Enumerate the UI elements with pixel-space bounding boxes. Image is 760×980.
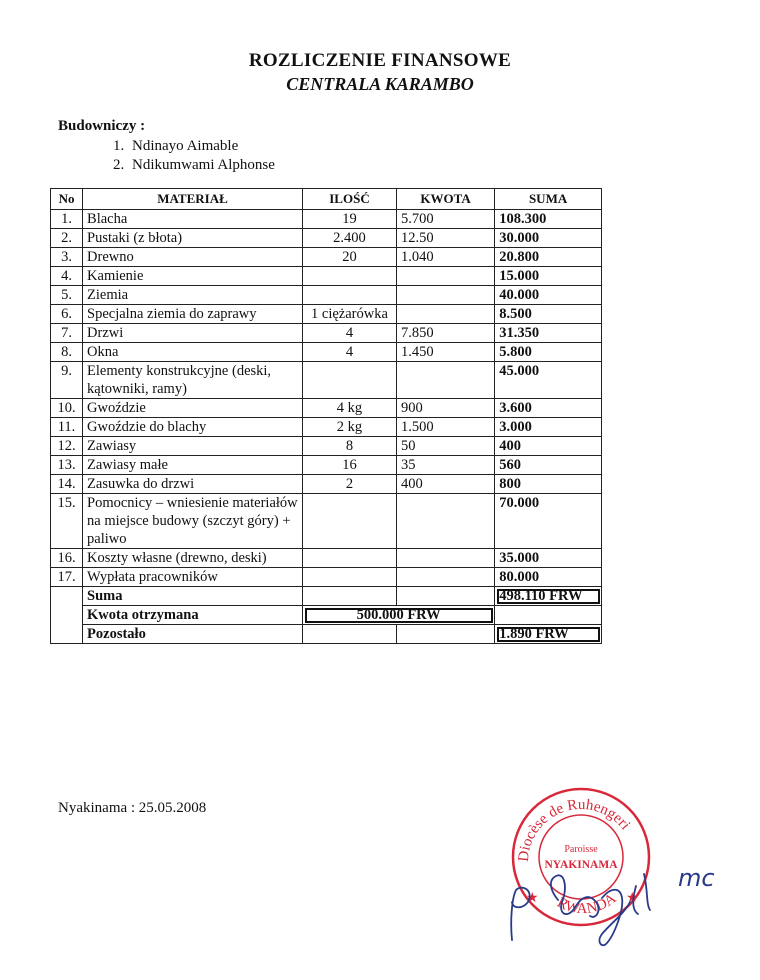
total-sum-value: 498.110 FRW [495, 587, 602, 606]
remaining-row [51, 625, 602, 644]
row-sum: 3.000 [495, 418, 602, 437]
row-quantity: 2 kg [303, 418, 397, 437]
row-number: 3. [51, 248, 83, 267]
row-sum: 800 [495, 475, 602, 494]
row-quantity [303, 286, 397, 305]
table-row [51, 305, 602, 324]
row-sum: 108.300 [495, 210, 602, 229]
document-subtitle: CENTRALA KARAMBO [286, 74, 474, 94]
row-material: Gwoździe [83, 399, 303, 418]
row-number: 11. [51, 418, 83, 437]
row-material: Drzwi [83, 324, 303, 343]
row-material: Blacha [83, 210, 303, 229]
row-amount: 35 [396, 456, 494, 475]
row-quantity: 20 [303, 248, 397, 267]
row-sum: 3.600 [495, 399, 602, 418]
row-material: Kamienie [83, 267, 303, 286]
row-amount: 1.500 [396, 418, 494, 437]
stamp-inner-main: NYAKINAMA [544, 859, 618, 871]
totals-blank-cell [51, 587, 83, 644]
row-quantity [303, 267, 397, 286]
row-number: 10. [51, 399, 83, 418]
row-sum: 20.800 [495, 248, 602, 267]
header-amount: KWOTA [396, 189, 494, 210]
empty-cell [303, 587, 397, 606]
row-number: 14. [51, 475, 83, 494]
stamp-inner-top: Paroisse [564, 844, 598, 855]
received-label: Kwota otrzymana [83, 606, 303, 625]
header-no: No [51, 189, 83, 210]
table-row [51, 229, 602, 248]
row-amount: 7.850 [396, 324, 494, 343]
table-row [51, 399, 602, 418]
row-material: Elementy konstrukcyjne (deski, kątowniki, ramy) [83, 362, 303, 399]
materials-table [50, 188, 602, 644]
table-row [51, 210, 602, 229]
builder-name: 2. Ndikumwami Alphonse [128, 156, 275, 175]
row-sum: 40.000 [495, 286, 602, 305]
table-row [51, 267, 602, 286]
row-material: Pustaki (z błota) [83, 229, 303, 248]
row-sum: 70.000 [495, 494, 602, 549]
header-sum: SUMA [495, 189, 602, 210]
row-sum: 30.000 [495, 229, 602, 248]
table-row [51, 324, 602, 343]
row-quantity: 4 [303, 343, 397, 362]
row-amount: 900 [396, 399, 494, 418]
row-quantity: 4 kg [303, 399, 397, 418]
row-sum: 5.800 [495, 343, 602, 362]
row-number: 16. [51, 549, 83, 568]
row-material: Specjalna ziemia do zaprawy [83, 305, 303, 324]
remaining-value: 1.890 FRW [495, 625, 602, 644]
row-quantity [303, 549, 397, 568]
row-sum: 45.000 [495, 362, 602, 399]
row-quantity [303, 568, 397, 587]
table-row [51, 568, 602, 587]
received-row [51, 606, 602, 625]
row-sum: 31.350 [495, 324, 602, 343]
row-quantity [303, 494, 397, 549]
table-row [51, 456, 602, 475]
row-amount: 12.50 [396, 229, 494, 248]
row-amount: 1.450 [396, 343, 494, 362]
star-icon: ★ [626, 891, 639, 906]
row-quantity: 2 [303, 475, 397, 494]
row-number: 15. [51, 494, 83, 549]
row-number: 6. [51, 305, 83, 324]
row-material: Gwoździe do blachy [83, 418, 303, 437]
header-quantity: ILOŚĆ [303, 189, 397, 210]
row-amount [396, 568, 494, 587]
row-quantity: 8 [303, 437, 397, 456]
row-amount: 1.040 [396, 248, 494, 267]
header-material: MATERIAŁ [83, 189, 303, 210]
row-amount: 50 [396, 437, 494, 456]
stamp-outer-text: Diocèse de Ruhengeri [515, 796, 634, 863]
row-number: 5. [51, 286, 83, 305]
received-value: 500.000 FRW [303, 606, 495, 625]
table-row [51, 343, 602, 362]
empty-cell [495, 606, 602, 625]
row-material: Zawiasy małe [83, 456, 303, 475]
row-number: 8. [51, 343, 83, 362]
row-number: 13. [51, 456, 83, 475]
row-material: Okna [83, 343, 303, 362]
row-quantity: 16 [303, 456, 397, 475]
table-row [51, 286, 602, 305]
row-material: Wypłata pracowników [83, 568, 303, 587]
row-material: Drewno [83, 248, 303, 267]
row-sum: 400 [495, 437, 602, 456]
total-sum-row [51, 587, 602, 606]
table-row [51, 418, 602, 437]
row-sum: 80.000 [495, 568, 602, 587]
builders-label: Budowniczy : [58, 118, 146, 134]
row-number: 1. [51, 210, 83, 229]
document-title: ROZLICZENIE FINANSOWE [248, 50, 512, 71]
table-header-row [51, 189, 602, 210]
total-sum-label: Suma [83, 587, 303, 606]
row-quantity: 2.400 [303, 229, 397, 248]
row-material: Pomocnicy – wniesienie materiałów na miejsce budowy (szczyt góry) + paliwo [83, 494, 303, 549]
row-amount: 5.700 [396, 210, 494, 229]
row-quantity [303, 362, 397, 399]
table-row [51, 549, 602, 568]
row-number: 17. [51, 568, 83, 587]
signature-initials: mc [678, 864, 715, 892]
row-amount [396, 549, 494, 568]
empty-cell [303, 625, 397, 644]
empty-cell [396, 625, 494, 644]
row-number: 2. [51, 229, 83, 248]
table-row [51, 248, 602, 267]
row-material: Ziemia [83, 286, 303, 305]
table-row [51, 362, 602, 399]
remaining-label: Pozostało [83, 625, 303, 644]
row-number: 7. [51, 324, 83, 343]
row-sum: 8.500 [495, 305, 602, 324]
star-icon: ★ [526, 891, 539, 906]
row-amount [396, 362, 494, 399]
row-amount [396, 494, 494, 549]
row-amount [396, 267, 494, 286]
table-row [51, 475, 602, 494]
empty-cell [396, 587, 494, 606]
row-amount: 400 [396, 475, 494, 494]
row-material: Koszty własne (drewno, deski) [83, 549, 303, 568]
row-material: Zasuwka do drzwi [83, 475, 303, 494]
row-material: Zawiasy [83, 437, 303, 456]
row-amount [396, 305, 494, 324]
place-date: Nyakinama : 25.05.2008 [58, 800, 207, 816]
row-number: 12. [51, 437, 83, 456]
row-sum: 560 [495, 456, 602, 475]
row-quantity: 19 [303, 210, 397, 229]
row-amount [396, 286, 494, 305]
row-sum: 15.000 [495, 267, 602, 286]
builders-section [58, 118, 275, 175]
row-sum: 35.000 [495, 549, 602, 568]
row-quantity: 4 [303, 324, 397, 343]
stamp-bottom-text: RWANDA [554, 890, 620, 918]
row-quantity: 1 ciężarówka [303, 305, 397, 324]
table-row [51, 437, 602, 456]
row-number: 4. [51, 267, 83, 286]
builder-name: 1. Ndinayo Aimable [128, 137, 275, 156]
builders-list [58, 137, 275, 175]
table-row [51, 494, 602, 549]
row-number: 9. [51, 362, 83, 399]
